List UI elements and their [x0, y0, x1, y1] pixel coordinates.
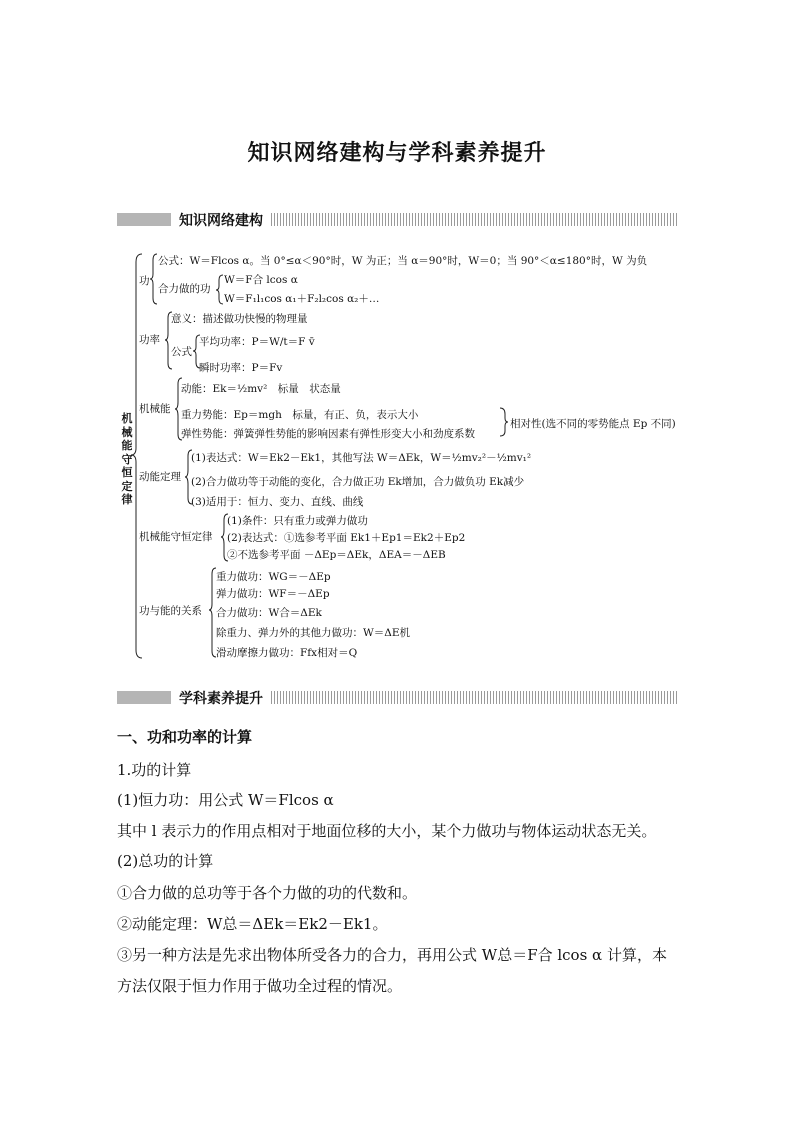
root-title-char: 能: [121, 439, 133, 452]
work-formula: 公式：W＝Flcos α。当 0°≤α＜90°时，W 为正；当 α＝90°时，W＝0；当 90°＜α≤180°时，W 为负: [158, 255, 648, 267]
branch-power-label: 功率: [139, 334, 160, 346]
work-energy-item-3: 合力做功：W合＝ΔEk: [216, 607, 322, 619]
branch-work-label: 功: [139, 275, 150, 287]
ke-theorem-item-3: (3)适用于：恒力、变力、直线、曲线: [191, 496, 364, 508]
section-header-label: 知识网络建构: [171, 210, 271, 230]
root-title-char: 定: [121, 479, 133, 493]
mech-gravity-pe: 重力势能：Ep＝mgh 标量，有正、负，表示大小: [181, 409, 419, 421]
content-subheading: 1.功的计算: [117, 761, 192, 779]
branch-ke-theorem-label: 动能定理: [139, 471, 181, 483]
root-title-char: 守: [121, 452, 133, 466]
branch-work-energy-label: 功与能的关系: [139, 605, 202, 617]
content-paragraph: (2)总功的计算: [117, 852, 214, 870]
section-header-block: [117, 691, 171, 704]
power-average: 平均功率：P＝W/t＝F v̄: [199, 336, 315, 348]
work-net-formula-1: W＝F合 lcos α: [224, 274, 298, 286]
content-paragraph: ①合力做的总功等于各个力做的功的代数和。: [117, 884, 418, 902]
power-meaning: 意义：描述做功快慢的物理量: [171, 313, 308, 325]
content-heading: 一、功和功率的计算: [117, 728, 253, 746]
content-paragraph: ②动能定理：W总＝ΔEk＝Ek2－Ek1。: [117, 915, 388, 933]
conservation-item-3: ②不选参考平面 －ΔEp＝ΔEk，ΔEA＝－ΔEB: [227, 549, 446, 561]
root-title-char: 恒: [121, 466, 133, 479]
section-header-label: 学科素养提升: [171, 688, 271, 708]
work-energy-item-5: 滑动摩擦力做功：Ffx相对＝Q: [216, 647, 358, 659]
root-title-char: 械: [121, 425, 133, 439]
mech-relativity-note: 相对性(选不同的零势能点 Ep 不同): [510, 418, 676, 430]
root-title-char: 机: [121, 412, 133, 425]
mech-kinetic: 动能：Ek＝½mv² 标量 状态量: [181, 383, 341, 395]
work-energy-item-1: 重力做功：WG＝－ΔEp: [216, 571, 331, 583]
section-header-literacy: [117, 690, 677, 705]
conservation-item-2: (2)表达式：①选参考平面 Ek1＋Ep1＝Ek2＋Ep2: [227, 532, 466, 544]
section-header-stripes: [271, 691, 677, 704]
branch-mech-energy-label: 机械能: [139, 403, 171, 415]
power-formula-label: 公式: [171, 346, 192, 358]
conservation-item-1: (1)条件：只有重力或弹力做功: [227, 515, 368, 527]
work-net-label: 合力做的功: [158, 283, 211, 295]
mech-elastic-pe: 弹性势能：弹簧弹性势能的影响因素有弹性形变大小和劲度系数: [181, 428, 475, 440]
content-paragraph: ③另一种方法是先求出物体所受各力的合力，再用公式 W总＝F合 lcos α 计算，本: [117, 946, 667, 964]
root-title-char: 律: [121, 493, 133, 506]
work-energy-item-2: 弹力做功：WF＝－ΔEp: [216, 588, 330, 600]
content-paragraph: 方法仅限于恒力作用于做功全过程的情况。: [117, 977, 403, 995]
content-paragraph: (1)恒力功：用公式 W＝Flcos α: [117, 791, 334, 809]
content-paragraph: 其中 l 表示力的作用点相对于地面位移的大小，某个力做功与物体运动状态无关。: [117, 822, 657, 840]
work-energy-item-4: 除重力、弹力外的其他力做功：W＝ΔE机: [216, 627, 411, 639]
ke-theorem-item-1: (1)表达式：W＝Ek2－Ek1，其他写法 W＝ΔEk，W＝½mv₂²－½mv₁²: [191, 452, 532, 464]
work-net-formula-2: W＝F₁l₁cos α₁＋F₂l₂cos α₂＋…: [224, 293, 380, 305]
knowledge-network-diagram: [118, 250, 698, 662]
page-title: 知识网络建构与学科素养提升: [247, 141, 547, 166]
branch-conservation-label: 机械能守恒定律: [139, 531, 213, 543]
ke-theorem-item-2: (2)合力做功等于动能的变化，合力做正功 Ek增加，合力做负功 Ek减少: [191, 476, 525, 488]
power-instant: 瞬时功率：P＝Fv: [199, 362, 283, 374]
